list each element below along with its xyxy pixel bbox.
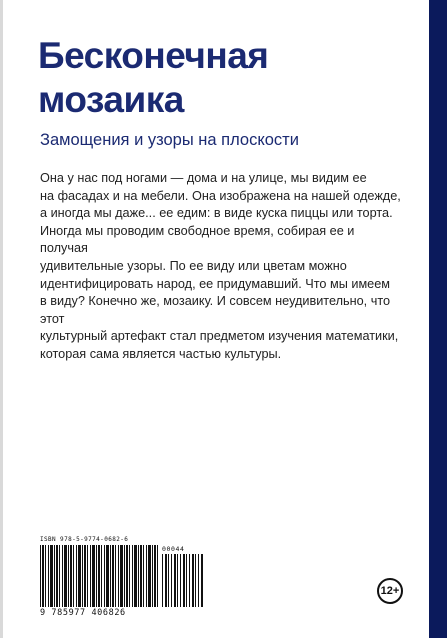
- barcode-bars: [40, 545, 158, 607]
- book-subtitle: Замощения и узоры на плоскости: [40, 131, 299, 149]
- isbn-label: ISBN 978-5-9774-0682-6: [40, 536, 129, 543]
- isbn-barcode: [40, 536, 206, 622]
- book-title-line-2: мозаика: [38, 79, 184, 120]
- book-description: Она у нас под ногами — дома и на улице, мы видим ее на фасадах и на мебели. Она изображена на нашей одежде, а иногда мы даже... ее едим: в виде куска пиццы или торта. Иногда мы проводим свободное время, собирая ее и получая удивительные узоры. По ее виду или цветам можно идентифицировать народ, ее придумавший. Что мы имеем в виду? Конечно же, мозаику. И совсем неудивительно, что этот культурный артефакт стал предметом изучения математики, которая сама является частью культуры.: [40, 171, 401, 361]
- age-rating-badge: 12+: [377, 578, 403, 604]
- cover-edge: [0, 0, 3, 638]
- barcode-addon-digits: 00044: [162, 545, 185, 553]
- book-title: [38, 34, 408, 122]
- barcode-number: 9 785977 406826: [40, 608, 126, 618]
- barcode-addon-bars: [162, 554, 204, 607]
- spine-color-band: [429, 0, 447, 638]
- book-title-line-1: Бесконечная: [38, 35, 269, 76]
